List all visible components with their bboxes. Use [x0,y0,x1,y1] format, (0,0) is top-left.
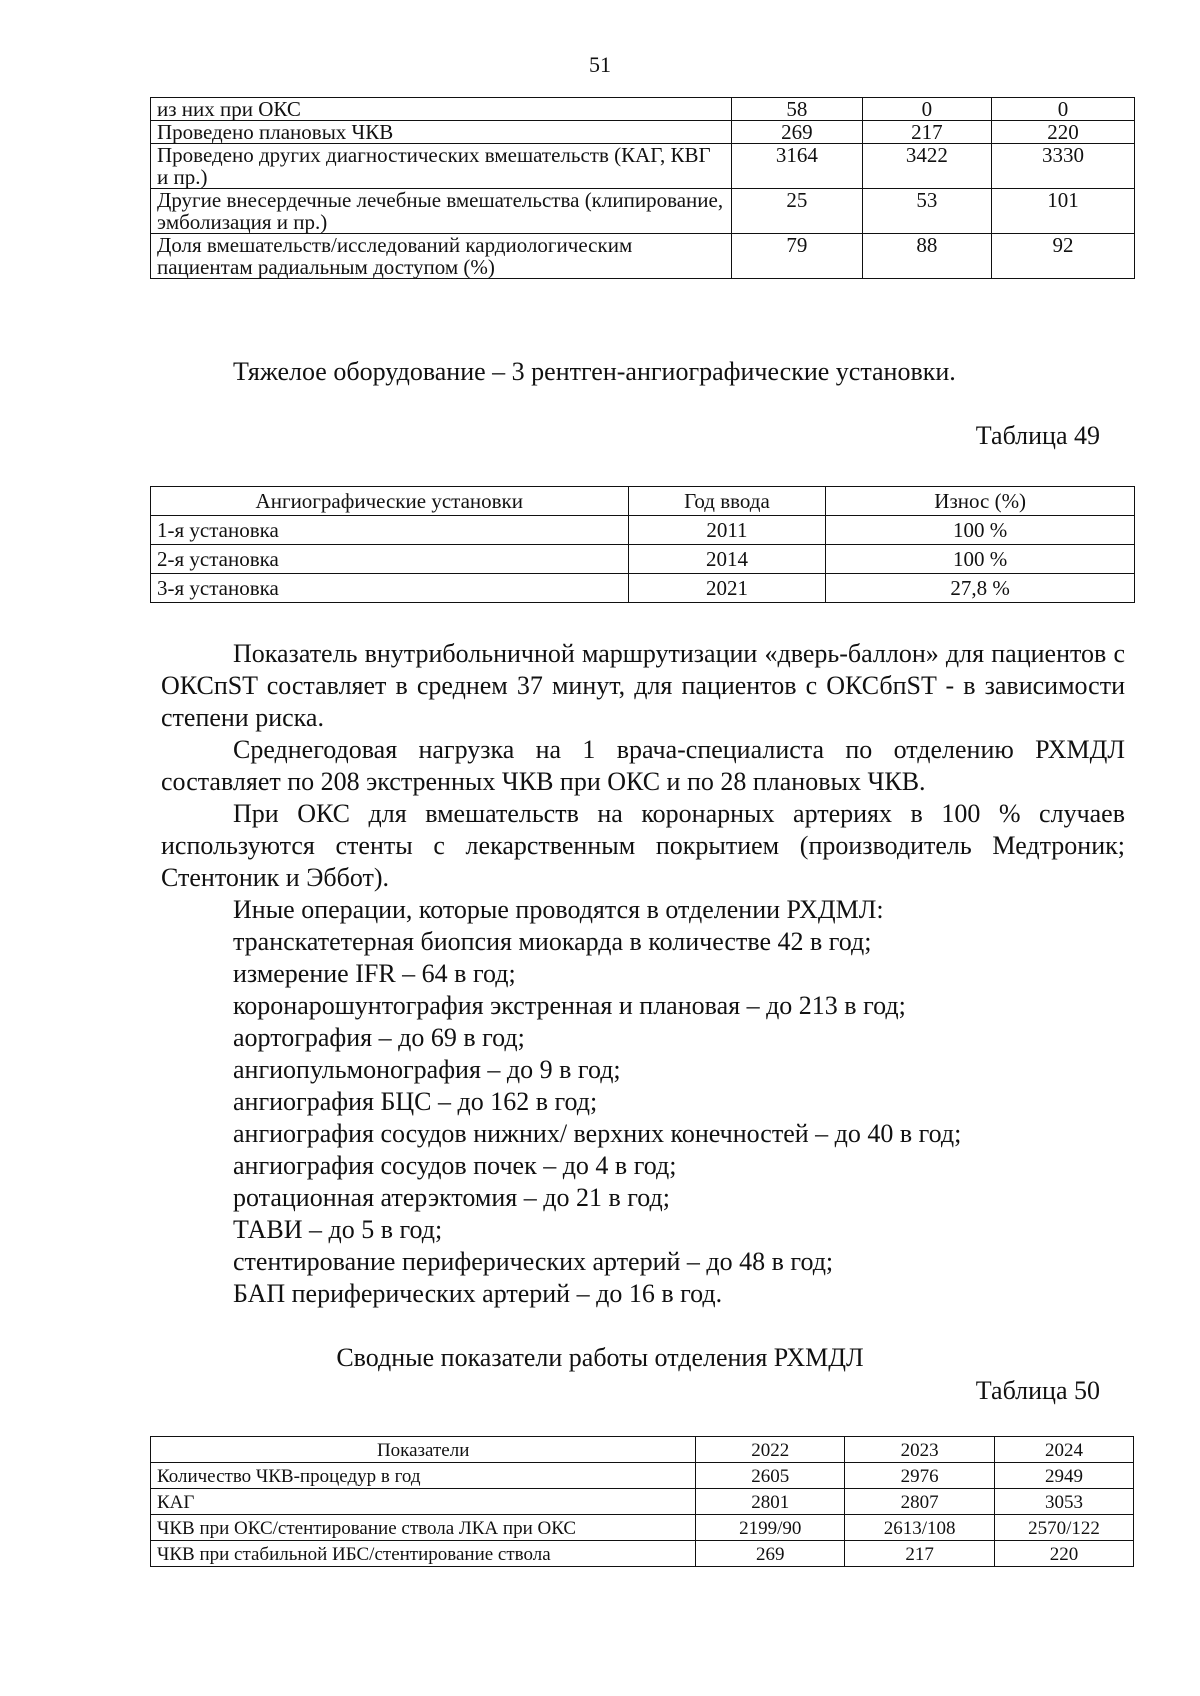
unit-name: 2-я установка [151,545,629,574]
install-year: 2021 [628,574,826,603]
interventions-table [150,97,1135,279]
list-item: ТАВИ – до 5 в год; [233,1215,443,1244]
table-row [151,234,1135,279]
value-cell: 2807 [845,1489,995,1515]
value-cell: 3422 [862,144,991,189]
install-year: 2014 [628,545,826,574]
value-cell: 2949 [995,1463,1134,1489]
table50-caption: Таблица 50 [975,1376,1100,1405]
wear-percent: 100 % [826,545,1135,574]
value-cell: 101 [991,189,1134,234]
list-item: ангиография сосудов нижних/ верхних конечностей – до 40 в год; [233,1119,962,1148]
value-cell: 3330 [991,144,1134,189]
column-header: 2024 [995,1437,1134,1463]
angiography-table [150,486,1135,603]
list-item: стентирование периферических артерий – до 48 в год; [233,1247,834,1276]
table-row [151,545,1135,574]
wear-percent: 100 % [826,516,1135,545]
value-cell: 2605 [696,1463,845,1489]
value-cell: 2199/90 [696,1515,845,1541]
value-cell: 269 [731,121,862,144]
column-header: Показатели [151,1437,696,1463]
value-cell: 53 [862,189,991,234]
table-header-row [151,1437,1134,1463]
operations-list [233,894,961,1310]
value-cell: 217 [862,121,991,144]
column-header: Износ (%) [826,487,1135,516]
install-year: 2011 [628,516,826,545]
row-label: Проведено других диагностических вмешательств (КАГ, КВГ и пр.) [151,144,732,189]
value-cell: 88 [862,234,991,279]
operations-intro: Иные операции, которые проводятся в отделении РХДМЛ: [233,895,884,924]
value-cell: 2613/108 [845,1515,995,1541]
value-cell: 269 [696,1541,845,1567]
list-item: БАП периферических артерий – до 16 в год. [233,1279,723,1308]
row-label: ЧКВ при ОКС/стентирование ствола ЛКА при ОКС [151,1515,696,1541]
wear-percent: 27,8 % [826,574,1135,603]
value-cell: 25 [731,189,862,234]
row-label: Доля вмешательств/исследований кардиологическим пациентам радиальным доступом (%) [151,234,732,279]
paragraph-door-balloon: Показатель внутрибольничной маршрутизации «дверь-баллон» для пациентов с ОКСпST составляет в среднем 37 минут, для пациентов с ОКСбпST - в зависимости степени риска. [161,639,1125,732]
list-item: ангиография БЦС – до 162 в год; [233,1087,598,1116]
row-label: Проведено плановых ЧКВ [151,121,732,144]
list-item: аортография – до 69 в год; [233,1023,525,1052]
summary-table [150,1436,1134,1567]
table-row [151,98,1135,121]
paragraph-workload: Среднегодовая нагрузка на 1 врача-специалиста по отделению РХМДЛ составляет по 208 экстренных ЧКВ при ОКС и по 28 плановых ЧКВ. [161,735,1125,796]
value-cell: 79 [731,234,862,279]
table-row [151,189,1135,234]
column-header: 2022 [696,1437,845,1463]
value-cell: 0 [991,98,1134,121]
value-cell: 92 [991,234,1134,279]
table-header-row [151,487,1135,516]
column-header: Год ввода [628,487,826,516]
table-row [151,1541,1134,1567]
paragraph-stents: При ОКС для вмешательств на коронарных артериях в 100 % случаев используются стенты с лекарственным покрытием (производитель Медтроник; Стентоник и Эббот). [161,799,1125,892]
table-row [151,1463,1134,1489]
row-label: КАГ [151,1489,696,1515]
value-cell: 2801 [696,1489,845,1515]
table-row [151,1515,1134,1541]
value-cell: 220 [995,1541,1134,1567]
table49-caption: Таблица 49 [975,421,1100,450]
row-label: ЧКВ при стабильной ИБС/стентирование ствола [151,1541,696,1567]
list-item: ангиопульмонография – до 9 в год; [233,1055,621,1084]
value-cell: 217 [845,1541,995,1567]
unit-name: 3-я установка [151,574,629,603]
value-cell: 220 [991,121,1134,144]
unit-name: 1-я установка [151,516,629,545]
row-label: из них при ОКС [151,98,732,121]
column-header: Ангиографические установки [151,487,629,516]
list-item: ротационная атерэктомия – до 21 в год; [233,1183,670,1212]
value-cell: 2570/122 [995,1515,1134,1541]
list-item: коронарошунтография экстренная и плановая – до 213 в год; [233,991,906,1020]
table-row [151,516,1135,545]
heavy-equipment-text: Тяжелое оборудование – 3 рентген-ангиографические установки. [233,357,956,386]
table50-title: Сводные показатели работы отделения РХМДЛ [336,1343,864,1372]
row-label: Количество ЧКВ-процедур в год [151,1463,696,1489]
list-item: измерение IFR – 64 в год; [233,959,516,988]
page-number: 51 [589,52,611,77]
table-row [151,574,1135,603]
table-row [151,1489,1134,1515]
table-row [151,144,1135,189]
list-item: ангиография сосудов почек – до 4 в год; [233,1151,677,1180]
row-label: Другие внесердечные лечебные вмешательства (клипирование, эмболизация и пр.) [151,189,732,234]
value-cell: 3164 [731,144,862,189]
value-cell: 3053 [995,1489,1134,1515]
table-row [151,121,1135,144]
column-header: 2023 [845,1437,995,1463]
value-cell: 58 [731,98,862,121]
value-cell: 0 [862,98,991,121]
value-cell: 2976 [845,1463,995,1489]
list-item: транскатетерная биопсия миокарда в количестве 42 в год; [233,927,872,956]
